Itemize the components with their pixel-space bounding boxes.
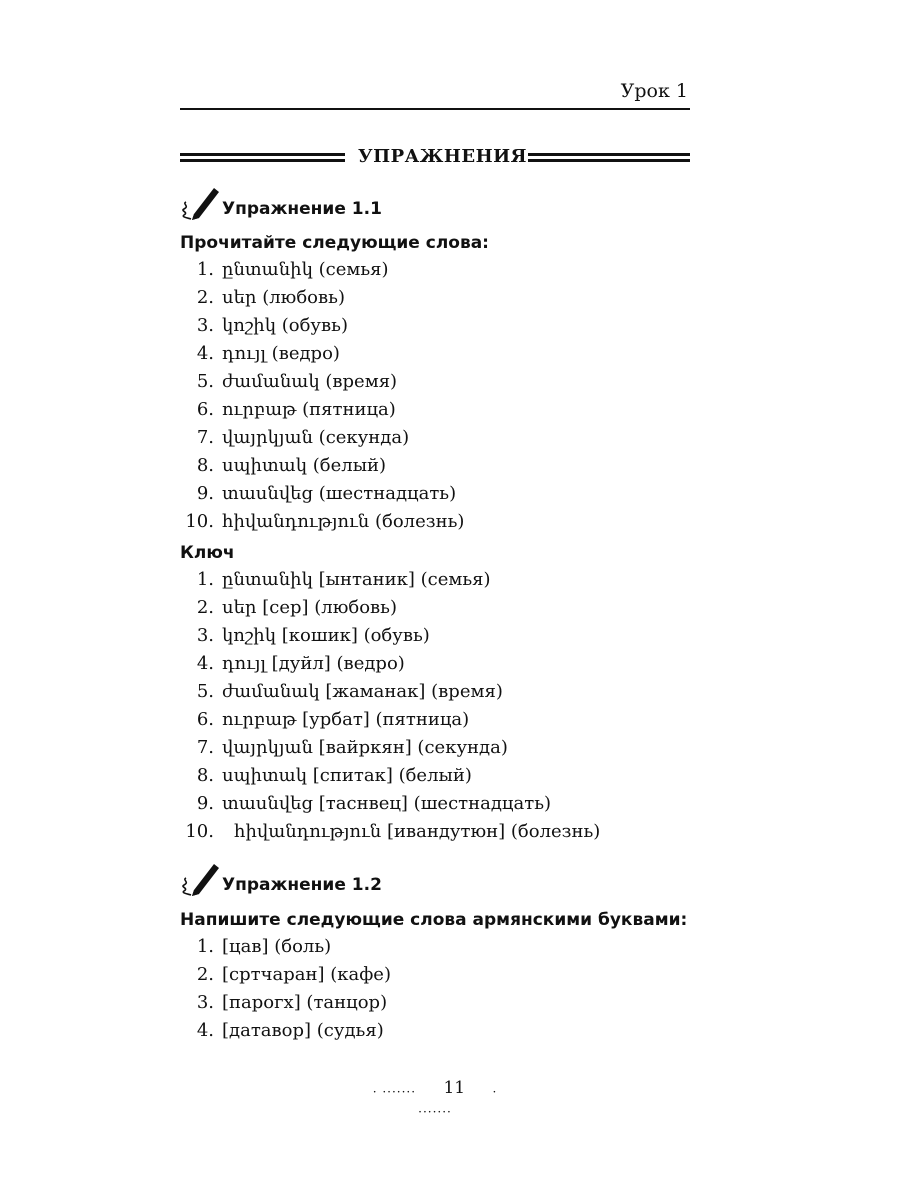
- exercise-instruction: Напишите следующие слова армянскими буквами:: [180, 910, 688, 930]
- list-item: 8. սպիտակ [спитак] (белый): [196, 765, 472, 786]
- list-item: 9. տասնվեց (шестнадцать): [196, 483, 457, 504]
- list-item: 3. [парогх] (танцор): [196, 992, 388, 1013]
- list-item: 7. վայրկյան (секунда): [196, 427, 410, 448]
- pen-writing-icon: [180, 858, 220, 898]
- footer-dots-right: . .......: [418, 1081, 498, 1116]
- list-item: 3. կոշիկ (обувь): [196, 315, 348, 336]
- header-rule: [180, 108, 690, 110]
- list-item: 7. վայրկյան [вайркян] (секунда): [196, 737, 508, 758]
- page-footer: [355, 1078, 515, 1118]
- exercise-title: Упражнение 1.2: [222, 875, 382, 895]
- list-item: 5. ժամանակ (время): [196, 371, 398, 392]
- page-number: 11: [443, 1078, 466, 1098]
- list-item: 6. ուրբաթ (пятница): [196, 399, 396, 420]
- section-banner: [180, 146, 690, 170]
- list-item: 1. ընտանիկ (семья): [196, 259, 389, 280]
- footer-dots-left: . .......: [372, 1081, 417, 1096]
- list-item: 2. սեր [сер] (любовь): [196, 597, 397, 618]
- list-item: 2. սեր (любовь): [196, 287, 345, 308]
- pen-writing-icon: [180, 182, 220, 222]
- section-title: УПРАЖНЕНИЯ: [358, 146, 528, 167]
- banner-lines-left: [180, 153, 345, 164]
- list-item: 6. ուրբաթ [урбат] (пятница): [196, 709, 470, 730]
- list-item: 9. տասնվեց [таснвец] (шестнадцать): [196, 793, 552, 814]
- list-item: 10. հիվանդություն [ивандутюн] (болезнь): [185, 821, 601, 842]
- exercise-title: Упражнение 1.1: [222, 199, 382, 219]
- banner-lines-right: [528, 153, 690, 164]
- exercise-instruction: Прочитайте следующие слова:: [180, 233, 489, 253]
- list-item: 4. [датавор] (судья): [196, 1020, 384, 1041]
- list-item: 1. [цав] (боль): [196, 936, 332, 957]
- key-label: Ключ: [180, 543, 235, 563]
- list-item: 3. կոշիկ [кошик] (обувь): [196, 625, 430, 646]
- list-item: 4. դույլ (ведро): [196, 343, 340, 364]
- list-item: 1. ընտանիկ [ынтаник] (семья): [196, 569, 491, 590]
- list-item: 8. սպիտակ (белый): [196, 455, 387, 476]
- list-item: 2. [сртчаран] (кафе): [196, 964, 391, 985]
- list-item: 4. դույլ [дуйл] (ведро): [196, 653, 405, 674]
- running-header: Урок 1: [620, 80, 688, 102]
- list-item: 5. ժամանակ [жаманак] (время): [196, 681, 503, 702]
- list-item: 10. հիվանդություն (болезнь): [185, 511, 465, 532]
